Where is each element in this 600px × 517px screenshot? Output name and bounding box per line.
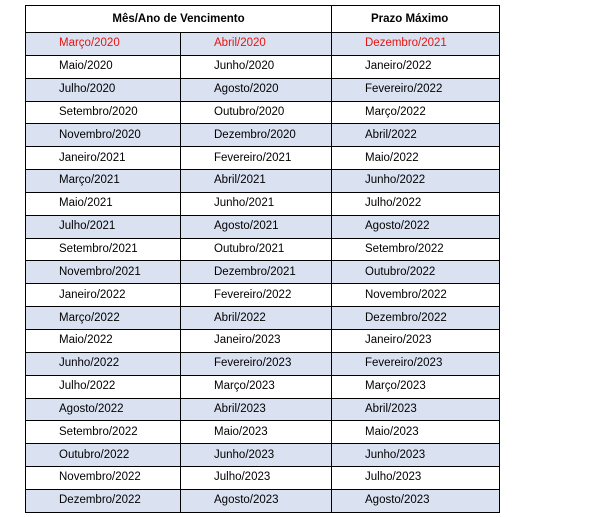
- cell-vencimento-fim: Outubro/2021: [181, 238, 332, 261]
- cell-vencimento-fim: Fevereiro/2022: [181, 284, 332, 307]
- cell-prazo-maximo: Julho/2022: [332, 192, 500, 215]
- table-row: [26, 352, 500, 375]
- cell-vencimento-inicio: Maio/2021: [26, 192, 181, 215]
- table-body: [26, 33, 500, 513]
- cell-vencimento-fim: Abril/2020: [181, 33, 332, 56]
- table-row: [26, 307, 500, 330]
- table-row: [26, 329, 500, 352]
- cell-vencimento-fim: Abril/2022: [181, 307, 332, 330]
- cell-vencimento-inicio: Julho/2022: [26, 375, 181, 398]
- cell-vencimento-inicio: Setembro/2020: [26, 101, 181, 124]
- cell-prazo-maximo: Fevereiro/2022: [332, 78, 500, 101]
- cell-vencimento-inicio: Março/2020: [26, 33, 181, 56]
- table-row: [26, 489, 500, 512]
- cell-vencimento-inicio: Julho/2021: [26, 215, 181, 238]
- cell-vencimento-fim: Fevereiro/2023: [181, 352, 332, 375]
- table-row: [26, 375, 500, 398]
- table-row: [26, 33, 500, 56]
- cell-vencimento-inicio: Março/2021: [26, 170, 181, 193]
- cell-vencimento-fim: Janeiro/2023: [181, 329, 332, 352]
- cell-vencimento-inicio: Janeiro/2021: [26, 147, 181, 170]
- cell-vencimento-inicio: Maio/2020: [26, 55, 181, 78]
- cell-vencimento-fim: Abril/2023: [181, 398, 332, 421]
- table-row: [26, 78, 500, 101]
- cell-vencimento-fim: Dezembro/2021: [181, 261, 332, 284]
- table-row: [26, 215, 500, 238]
- cell-vencimento-inicio: Novembro/2022: [26, 467, 181, 490]
- cell-vencimento-fim: Agosto/2021: [181, 215, 332, 238]
- cell-vencimento-inicio: Outubro/2022: [26, 444, 181, 467]
- cell-prazo-maximo: Maio/2023: [332, 421, 500, 444]
- cell-prazo-maximo: Maio/2022: [332, 147, 500, 170]
- cell-prazo-maximo: Junho/2022: [332, 170, 500, 193]
- cell-vencimento-inicio: Maio/2022: [26, 329, 181, 352]
- table-row: [26, 261, 500, 284]
- table-header-row: [26, 6, 500, 33]
- cell-vencimento-fim: Agosto/2020: [181, 78, 332, 101]
- cell-vencimento-fim: Junho/2021: [181, 192, 332, 215]
- table-row: [26, 170, 500, 193]
- cell-prazo-maximo: Abril/2023: [332, 398, 500, 421]
- table-row: [26, 467, 500, 490]
- cell-vencimento-fim: Abril/2021: [181, 170, 332, 193]
- cell-vencimento-fim: Dezembro/2020: [181, 124, 332, 147]
- cell-vencimento-inicio: Janeiro/2022: [26, 284, 181, 307]
- cell-prazo-maximo: Julho/2023: [332, 467, 500, 490]
- header-vencimento: Mês/Ano de Vencimento: [26, 6, 332, 33]
- cell-prazo-maximo: Novembro/2022: [332, 284, 500, 307]
- cell-vencimento-inicio: Dezembro/2022: [26, 489, 181, 512]
- table-row: [26, 421, 500, 444]
- cell-prazo-maximo: Agosto/2022: [332, 215, 500, 238]
- table-row: [26, 238, 500, 261]
- header-prazo-maximo: Prazo Máximo: [332, 6, 500, 33]
- table-row: [26, 398, 500, 421]
- cell-vencimento-fim: Agosto/2023: [181, 489, 332, 512]
- cell-vencimento-fim: Março/2023: [181, 375, 332, 398]
- cell-prazo-maximo: Janeiro/2023: [332, 329, 500, 352]
- cell-vencimento-fim: Junho/2023: [181, 444, 332, 467]
- table-row: [26, 444, 500, 467]
- cell-prazo-maximo: Dezembro/2022: [332, 307, 500, 330]
- table-row: [26, 284, 500, 307]
- cell-vencimento-inicio: Agosto/2022: [26, 398, 181, 421]
- cell-vencimento-fim: Fevereiro/2021: [181, 147, 332, 170]
- cell-vencimento-inicio: Novembro/2020: [26, 124, 181, 147]
- cell-vencimento-fim: Junho/2020: [181, 55, 332, 78]
- table-row: [26, 147, 500, 170]
- cell-prazo-maximo: Março/2022: [332, 101, 500, 124]
- cell-prazo-maximo: Outubro/2022: [332, 261, 500, 284]
- table-row: [26, 192, 500, 215]
- cell-vencimento-inicio: Março/2022: [26, 307, 181, 330]
- table-row: [26, 55, 500, 78]
- cell-vencimento-inicio: Novembro/2021: [26, 261, 181, 284]
- cell-prazo-maximo: Setembro/2022: [332, 238, 500, 261]
- cell-vencimento-fim: Julho/2023: [181, 467, 332, 490]
- cell-prazo-maximo: Março/2023: [332, 375, 500, 398]
- cell-vencimento-fim: Outubro/2020: [181, 101, 332, 124]
- table-row: [26, 101, 500, 124]
- cell-prazo-maximo: Janeiro/2022: [332, 55, 500, 78]
- cell-prazo-maximo: Junho/2023: [332, 444, 500, 467]
- table-row: [26, 124, 500, 147]
- cell-prazo-maximo: Agosto/2023: [332, 489, 500, 512]
- cell-vencimento-fim: Maio/2023: [181, 421, 332, 444]
- cell-prazo-maximo: Abril/2022: [332, 124, 500, 147]
- cell-vencimento-inicio: Setembro/2022: [26, 421, 181, 444]
- cell-vencimento-inicio: Setembro/2021: [26, 238, 181, 261]
- cell-prazo-maximo: Dezembro/2021: [332, 33, 500, 56]
- vencimento-table: [25, 5, 500, 513]
- cell-vencimento-inicio: Julho/2020: [26, 78, 181, 101]
- cell-prazo-maximo: Fevereiro/2023: [332, 352, 500, 375]
- cell-vencimento-inicio: Junho/2022: [26, 352, 181, 375]
